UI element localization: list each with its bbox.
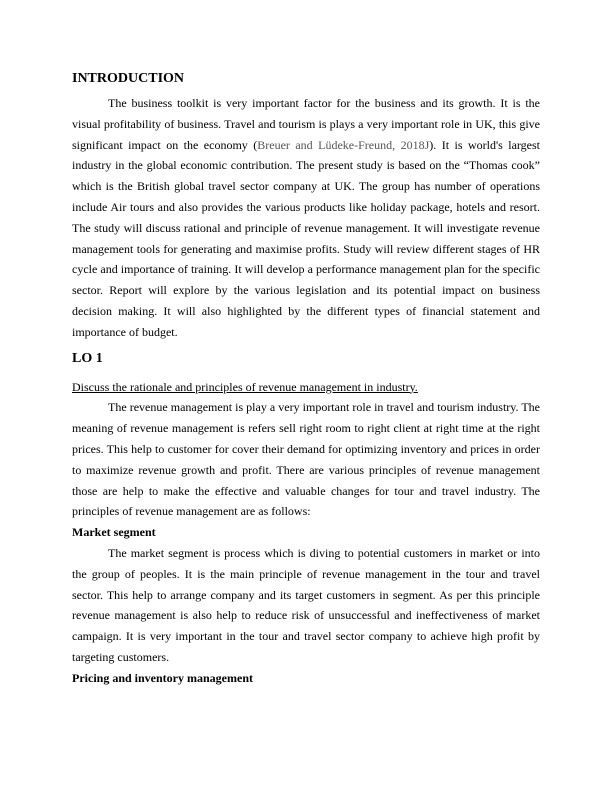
citation: Breuer and Lüdeke-Freund, 2018J [257, 137, 430, 152]
lo1-heading: LO 1 [72, 350, 103, 366]
introduction-text-part2: ). It is world's largest industry in the global economic contribution. The present study is based on the “Thomas cook” which is the British global travel sector company at UK. The group has number of operations include Air tours and also provides the various products like holiday package, hotels and resort. The study will discuss rational and principle of revenue management. It will investigate revenue management tools for generating and maximise profits. Study will review different stages of HR cycle and importance of training. It will develop a performance management plan for the specific sector. Report will explore by the various legislation and its potential impact on business decision making. It will also highlighted by the different types of financial statement and importance of budget. [72, 137, 541, 339]
introduction-paragraph [72, 93, 540, 343]
market-segment-heading: Market segment [72, 525, 156, 540]
pricing-inventory-heading: Pricing and inventory management [72, 670, 253, 685]
lo1-task-title: Discuss the rationale and principles of revenue management in industry. [72, 379, 418, 394]
revenue-management-paragraph: The revenue management is play a very important role in travel and tourism industry. The meaning of revenue management is refers sell right room to right client at right time at the right prices. This help to customer for cover their demand for optimizing inventory and prices in order to maximize revenue growth and profit. There are various principles of revenue management those are help to make the effective and valuable changes for tour and travel industry. The principles of revenue management are as follows: [72, 400, 540, 519]
market-segment-paragraph: The market segment is process which is diving to potential customers in market or into the group of peoples. It is the main principle of revenue management in the tour and travel sector. This help to arrange company and its target customers in segment. As per this principle revenue management is also help to reduce risk of unsuccessful and ineffectiveness of market campaign. It is very important in the tour and travel sector company to achieve high profit by targeting customers. [72, 545, 540, 664]
introduction-text-part1: The business toolkit is very important factor for the business and its growth. It is the visual profitability of business. Travel and tourism is plays a very important role in UK, this give significant impact on the economy ( [72, 96, 540, 152]
introduction-heading: INTRODUCTION [72, 71, 185, 86]
document-page [72, 70, 540, 689]
